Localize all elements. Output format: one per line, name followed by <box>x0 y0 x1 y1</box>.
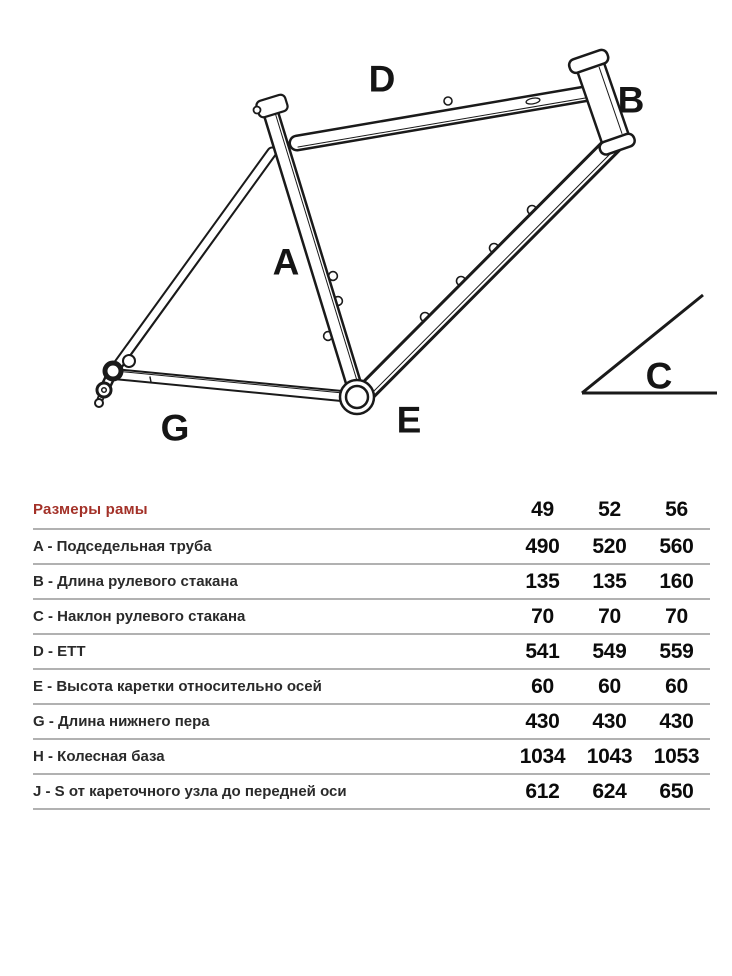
row-value: 612 <box>525 780 560 803</box>
row-label: J - S от кареточного узла до передней оси <box>33 783 347 800</box>
row-value: 490 <box>525 535 560 558</box>
bike-frame-svg <box>0 0 732 480</box>
table-row <box>33 565 710 600</box>
bottom-bracket <box>340 380 374 414</box>
row-label: G - Длина нижнего пера <box>33 713 210 730</box>
size-column-header: 52 <box>598 497 621 521</box>
table-title: Размеры рамы <box>33 500 148 518</box>
row-values <box>509 641 710 662</box>
table-row <box>33 775 710 810</box>
geometry-table <box>33 490 710 810</box>
row-label: B - Длина рулевого стакана <box>33 573 238 590</box>
table-row <box>33 635 710 670</box>
head-angle-glyph <box>582 295 717 397</box>
seat-stay <box>115 152 275 371</box>
table-row <box>33 600 710 635</box>
table-row <box>33 705 710 740</box>
chain-stay <box>114 372 352 398</box>
row-value: 430 <box>525 710 560 733</box>
size-column-header: 49 <box>531 497 554 521</box>
diagram-label-B: B <box>617 79 645 121</box>
table-row <box>33 530 710 565</box>
table-header-row <box>33 490 710 530</box>
row-value: 430 <box>659 710 694 733</box>
seat-clamp <box>254 93 289 118</box>
table-row <box>33 670 710 705</box>
diagram-label-D: D <box>368 58 396 100</box>
row-values <box>509 711 710 732</box>
row-label: C - Наклон рулевого стакана <box>33 608 246 625</box>
row-value: 1034 <box>519 745 566 768</box>
row-value: 70 <box>665 605 688 628</box>
row-label: A - Подседельная труба <box>33 538 212 555</box>
row-value: 560 <box>659 535 694 558</box>
row-label: H - Колесная база <box>33 748 165 765</box>
seat-tube <box>269 106 362 398</box>
row-value: 1043 <box>586 745 633 768</box>
diagram-label-C: C <box>645 355 673 397</box>
row-value: 559 <box>659 640 694 663</box>
row-value: 160 <box>659 570 694 593</box>
size-column-header: 56 <box>665 497 688 521</box>
row-values <box>509 606 710 627</box>
row-label: E - Высота каретки относительно осей <box>33 678 322 695</box>
row-value: 135 <box>592 570 627 593</box>
row-value: 650 <box>659 780 694 803</box>
row-label: D - ETT <box>33 643 86 660</box>
row-value: 549 <box>592 640 627 663</box>
row-values <box>509 746 710 767</box>
row-values <box>509 781 710 802</box>
top-tube <box>297 92 597 147</box>
row-values <box>509 536 710 557</box>
row-value: 541 <box>525 640 560 663</box>
row-value: 70 <box>598 605 621 628</box>
row-value: 60 <box>531 675 554 698</box>
row-value: 135 <box>525 570 560 593</box>
row-value: 1053 <box>653 745 700 768</box>
row-value: 624 <box>592 780 627 803</box>
frame-diagram <box>0 0 732 480</box>
diagram-label-G: G <box>160 407 190 449</box>
diagram-label-A: A <box>272 241 300 283</box>
diagram-label-E: E <box>396 399 422 441</box>
row-value: 430 <box>592 710 627 733</box>
table-row <box>33 740 710 775</box>
row-value: 60 <box>598 675 621 698</box>
row-values <box>509 676 710 697</box>
down-tube <box>364 143 618 398</box>
row-value: 60 <box>665 675 688 698</box>
row-value: 520 <box>592 535 627 558</box>
size-columns <box>509 499 710 520</box>
row-values <box>509 571 710 592</box>
row-value: 70 <box>531 605 554 628</box>
table-body <box>33 530 710 810</box>
